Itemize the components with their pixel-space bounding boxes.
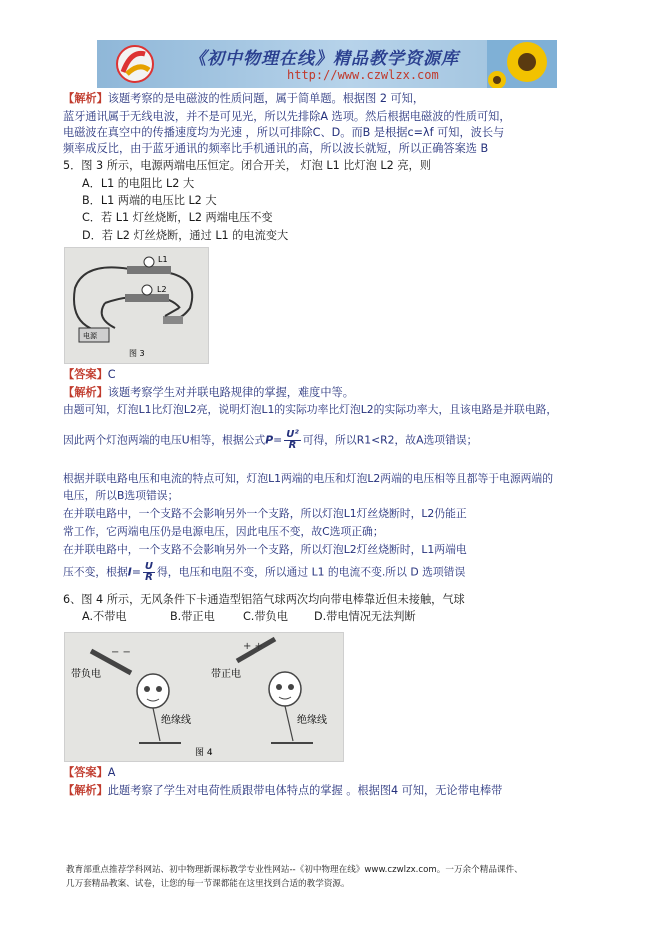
q5-option-a: A．L1 的电阻比 L2 大 bbox=[82, 177, 195, 190]
label-insulator-left: 绝缘线 bbox=[161, 715, 191, 726]
svg-text:− −: − − bbox=[111, 647, 131, 658]
analysis1-line4: 频率成反比，由于蓝牙通讯的频率比手机通讯的高，所以波长就短，所以正确答案选 B bbox=[63, 142, 489, 155]
analysis-tag: 【解析】 bbox=[63, 386, 108, 399]
q5-analysis-line2: 由题可知，灯泡L1比灯泡L2亮，说明灯泡L1的实际功率比灯泡L2的实际功率大，且该电路是并联电路， bbox=[63, 403, 558, 416]
footer-line1: 教育部重点推荐学科网站、初中物理新课标教学专业性网站--《初中物理在线》www.czwlzx.com。一万余个精品课件、 bbox=[66, 865, 523, 875]
answer-tag: 【答案】 bbox=[63, 766, 108, 779]
q5-analysis-line9: 压不变，根据I= $\frac{U}{R}$ 得，电压和电阻不变，所以通过 L1 的电流不变.所以 D 选项错误 bbox=[63, 561, 466, 583]
figure-3-caption: 图 3 bbox=[129, 349, 145, 358]
q6-stem: 6、图 4 所示，无风条件下卡通造型铝箔气球两次均向带电棒靠近但未接触，气球 bbox=[63, 593, 465, 606]
label-power-source: 电源 bbox=[83, 332, 97, 340]
q6-analysis-line1: 【解析】此题考察了学生对电荷性质跟带电体特点的掌握 。根据图4 可知，无论带电棒带 bbox=[63, 784, 503, 797]
figure-3 bbox=[64, 247, 209, 364]
analysis1-line1: 【解析】该题考察的是电磁波的性质问题，属于简单题。根据图 2 可知， bbox=[63, 92, 425, 105]
q5-analysis-line7: 常工作，它两端电压仍是电源电压，因此电压不变，故C选项正确； bbox=[63, 525, 384, 538]
answer-tag: 【答案】 bbox=[63, 368, 108, 381]
header-banner bbox=[97, 40, 557, 88]
footer-line2: 几万套精品教案、试卷，让您的每一节课都能在这里找到合适的教学资源。 bbox=[66, 879, 350, 889]
q5-option-c: C．若 L1 灯丝烧断，L2 两端电压不变 bbox=[82, 211, 273, 224]
q5-stem: 5．图 3 所示，电源两端电压恒定。闭合开关， 灯泡 L1 比灯泡 L2 亮，则 bbox=[63, 159, 431, 172]
q6-option-c: C.带负电 bbox=[243, 610, 288, 623]
q5-analysis-line5: 电压，所以B选项错误； bbox=[63, 489, 179, 502]
analysis-tag: 【解析】 bbox=[63, 784, 108, 797]
label-positive-charge: 带正电 bbox=[211, 669, 241, 680]
q5-answer-value: C bbox=[107, 368, 116, 381]
label-insulator-right: 绝缘线 bbox=[297, 715, 327, 726]
figure-4-caption: 图 4 bbox=[195, 748, 213, 758]
svg-text:+ +: + + bbox=[243, 641, 263, 652]
sunflower-icon bbox=[487, 40, 557, 88]
q5-answer bbox=[63, 367, 116, 382]
analysis1-line2: 蓝牙通讯属于无线电波，并不是可见光，所以先排除A 选项。然后根据电磁波的性质可知， bbox=[63, 110, 511, 123]
q5-option-d: D．若 L2 灯丝烧断，通过 L1 的电流变大 bbox=[82, 229, 289, 242]
figure-4 bbox=[64, 632, 344, 762]
q5-analysis-line3: 因此两个灯泡两端的电压U相等，根据公式P= $\frac{\text{U²}}{R}$ 可得，所以R1<R2，故A选项错误； bbox=[63, 429, 478, 451]
q6-option-b: B.带正电 bbox=[170, 610, 215, 623]
current-formula: $\frac{U}{R}$ bbox=[144, 561, 153, 583]
q5-analysis-line8: 在并联电路中，一个支路不会影响另外一个支路，所以灯泡L2灯丝烧断时，L1两端电 bbox=[63, 543, 467, 556]
analysis1-line3: 电磁波在真空中的传播速度均为光速 ，所以可排除C、D。而B 是根据c=λf 可知，波长与 bbox=[63, 126, 505, 139]
banner-url[interactable]: http://www.czwlzx.com bbox=[287, 68, 439, 82]
label-negative-charge: 带负电 bbox=[71, 669, 101, 680]
balloon-diagram bbox=[65, 633, 343, 761]
q6-answer-value: A bbox=[107, 766, 116, 779]
q6-answer bbox=[63, 765, 115, 780]
q5-option-b: B．L1 两端的电压比 L2 大 bbox=[82, 194, 217, 207]
circuit-diagram bbox=[65, 248, 208, 363]
label-l2: L2 bbox=[157, 285, 167, 294]
q6-option-a: A.不带电 bbox=[82, 610, 127, 623]
q5-analysis-line1: 【解析】该题考察学生对并联电路规律的掌握，难度中等。 bbox=[63, 386, 354, 399]
q6-option-d: D.带电情况无法判断 bbox=[314, 610, 416, 623]
analysis-tag: 【解析】 bbox=[63, 92, 108, 105]
site-logo-icon bbox=[109, 44, 161, 84]
q5-analysis-line4: 根据并联电路电压和电流的特点可知，灯泡L1两端的电压和灯泡L2两端的电压相等且都等于电源两端的 bbox=[63, 472, 554, 485]
banner-title: 《初中物理在线》精品教学资源库 bbox=[189, 49, 459, 69]
label-l1: L1 bbox=[158, 255, 168, 264]
q5-analysis-line6: 在并联电路中，一个支路不会影响另外一个支路，所以灯泡L1灯丝烧断时，L2仍能正 bbox=[63, 507, 467, 520]
power-formula: $\frac{\text{U²}}{R}$ bbox=[286, 429, 299, 451]
